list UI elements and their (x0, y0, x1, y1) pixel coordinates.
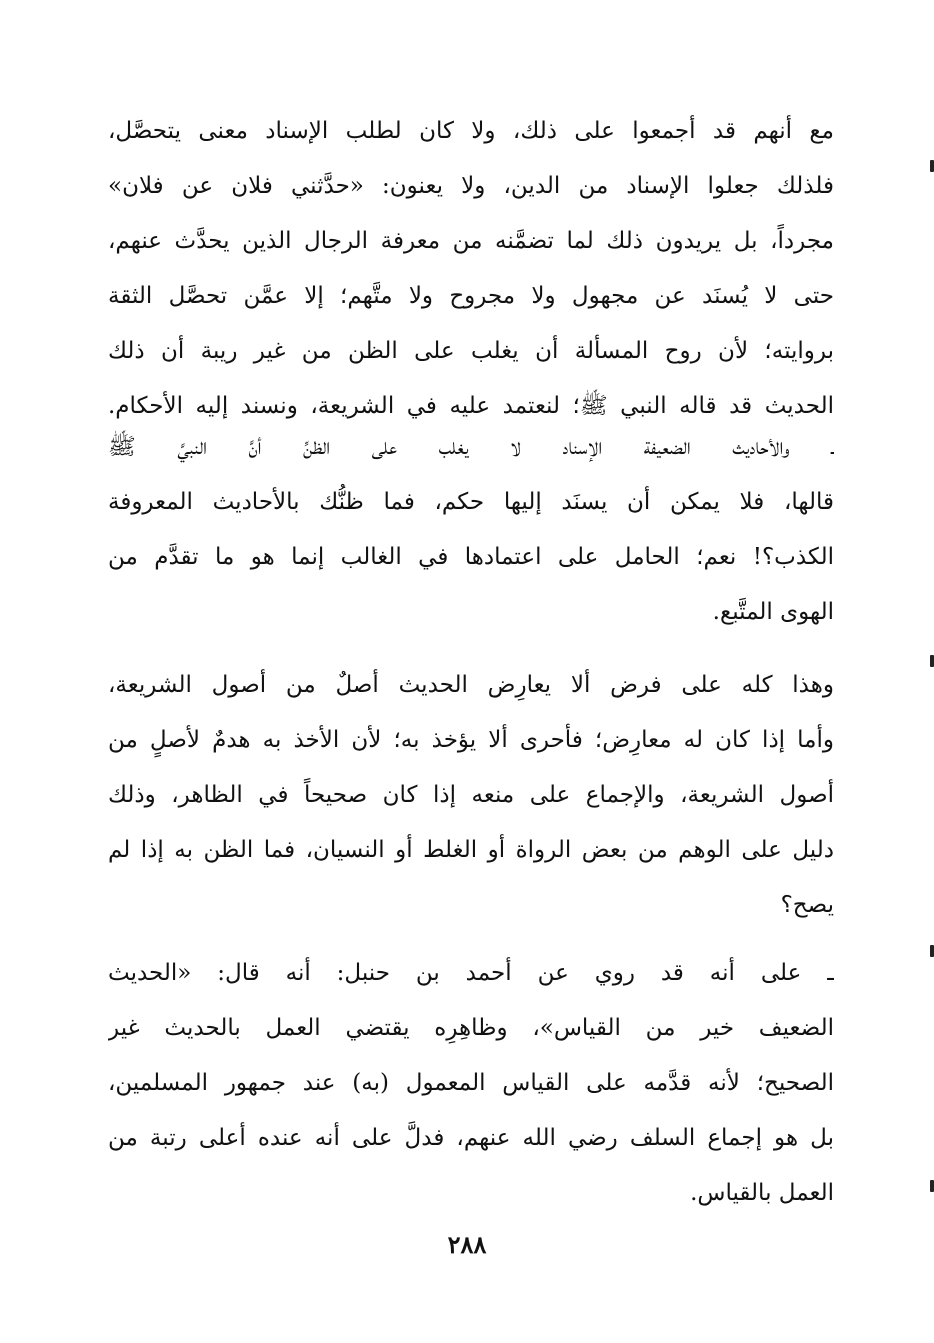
text-line: الكذب؟! نعم؛ الحامل على اعتمادها في الغالب إنما هو ما تقدَّم من (108, 544, 834, 570)
text-line: أصول الشريعة، والإجماع على منعه إذا كان صحيحاً في الظاهر، وذلك (108, 782, 834, 808)
text-line: وهذا كله على فرض ألا يعارِض الحديث أصلٌ من أصول الشريعة، (108, 672, 834, 698)
text-line: بروايته؛ لأن روح المسألة أن يغلب على الظن من غير ريبة أن ذلك (108, 338, 834, 364)
text-line: يصح؟ (780, 892, 834, 918)
text-line: الصحيح؛ لأنه قدَّمه على القياس المعمول (به) عند جمهور المسلمين، (108, 1070, 834, 1096)
page-number: ٢٨٨ (447, 1230, 487, 1259)
paragraph (108, 658, 834, 933)
text-line: العمل بالقياس. (690, 1180, 834, 1206)
text-line: وأما إذا كان له معارِض؛ فأحرى ألا يؤخذ به؛ لأن الأخذ به هدمٌ لأصلٍ من (108, 727, 834, 753)
text-line: الهوى المتَّبع. (712, 599, 834, 625)
paragraph (108, 946, 834, 1221)
scan-edge-mark (930, 1180, 934, 1192)
text-line: ـ على أنه قد روي عن أحمد بن حنبل: أنه قال: «الحديث (108, 960, 834, 986)
text-line: الضعيف خير من القياس»، وظاهِرِه يقتضي العمل بالحديث غير (108, 1015, 834, 1041)
scan-edge-mark (930, 655, 934, 667)
scan-edge-mark (930, 945, 934, 957)
text-line: مجرداً، بل يريدون ذلك لما تضمَّنه من معرفة الرجال الذين يحدَّث عنهم، (108, 228, 834, 254)
paragraph (108, 420, 834, 640)
text-line: حتى لا يُسنَد عن مجهول ولا مجروح ولا متَّهم؛ إلا عمَّن تحصَّل الثقة (108, 283, 834, 309)
text-line: بل هو إجماع السلف رضي الله عنهم، فدلَّ على أنه عنده أعلى رتبة من (108, 1125, 834, 1151)
text-line: قالها، فلا يمكن أن يسنَد إليها حكم، فما ظنُّك بالأحاديث المعروفة (108, 489, 834, 515)
text-line: الحديث قد قاله النبي ﷺ؛ لنعتمد عليه في الشريعة، ونسند إليه الأحكام. (108, 393, 834, 419)
scan-edge-mark (930, 160, 934, 172)
text-line: دليل على الوهم من بعض الرواة أو الغلط أو النسيان، فما الظن به إذا لم (108, 837, 834, 863)
text-line: مع أنهم قد أجمعوا على ذلك، ولا كان لطلب الإسناد معنى يتحصَّل، (108, 118, 834, 144)
text-line: فلذلك جعلوا الإسناد من الدين، ولا يعنون: «حدَّثني فلان عن فلان» (108, 173, 834, 199)
text-line: ـ والأحاديث الضعيفة الإسناد لا يغلب على الظنِّ أنَّ النبيَّ ﷺ (108, 434, 834, 460)
paragraph (108, 104, 834, 434)
